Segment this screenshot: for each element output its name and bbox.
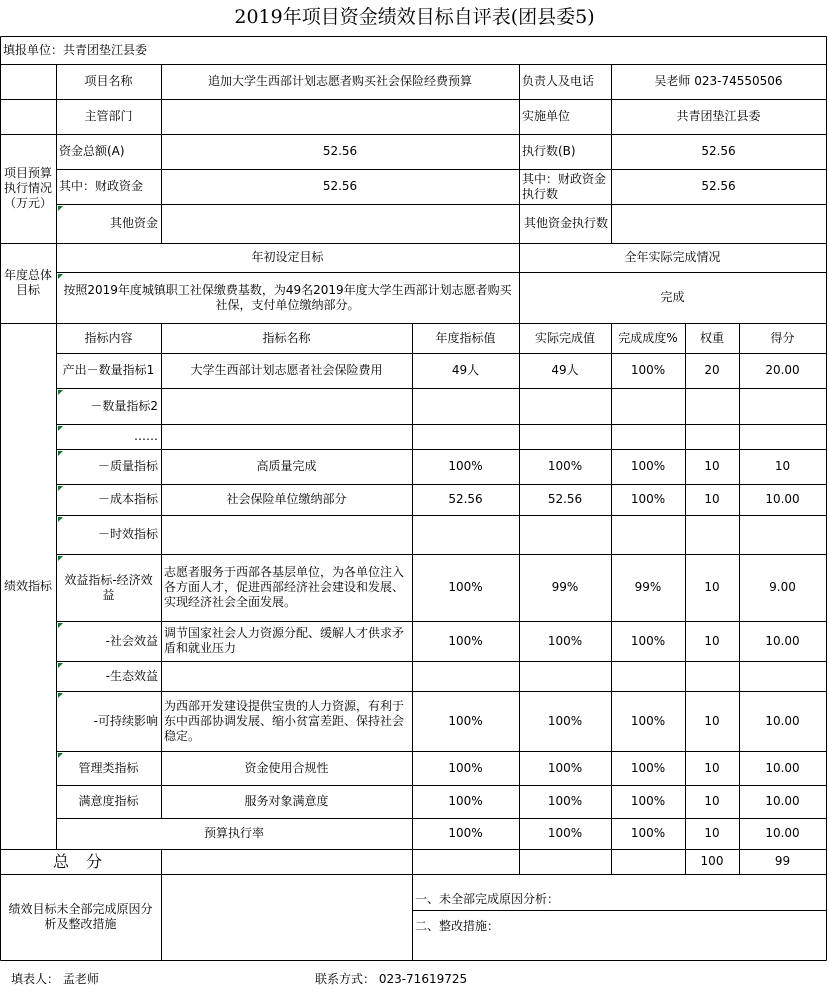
actual-text: 完成 [660,290,685,304]
table-row-5-content: －时效指标 [97,527,158,541]
comment-marker-icon [58,663,63,668]
table-row-0-content: 产出－数量指标1 [62,363,155,377]
table-row-11-name: 服务对象满意度 [244,794,329,808]
comment-marker-icon [58,426,63,431]
table-row-6-weight: 10 [704,580,720,594]
header-score: 得分 [770,330,795,345]
table-row-6-content: 效益指标-经济效益 [64,572,153,602]
footer-contact: 联系方式： 023-71619725 [315,971,468,986]
table-row-1-weight [685,388,739,424]
table-row-8-name [161,661,412,691]
table-row-9-actual: 100% [547,713,583,728]
table-row-0-target: 49人 [451,363,480,377]
other-exec-label: 其他资金执行数 [523,216,608,230]
table-row-5-actual [519,515,611,554]
table-row-8-rate [611,661,685,691]
table-row-2-content: …… [134,429,158,443]
fill-unit: 填报单位：共青团垫江县委 [3,42,148,57]
budget-rate-rate: 100% [630,826,666,840]
comment-marker-icon [58,623,63,628]
table-row-0-actual: 49人 [551,363,579,377]
comment-marker-icon [58,556,63,561]
table-row-7-rate: 100% [630,633,666,648]
dept-label: 主管部门 [84,109,133,123]
contact-value: 吴老师 023-74550506 [654,74,783,88]
perf-section-label: 绩效指标 [3,578,52,593]
total-value: 52.56 [322,144,358,158]
page-title: 2019年项目资金绩效目标自评表(团县委5) [234,6,595,28]
table-row-2-name [161,424,412,449]
budget-rate-target: 100% [448,826,483,840]
table-row-7-name: 调节国家社会人力资源分配、缓解人才供求矛盾和就业压力 [164,626,405,655]
table-row-11-content: 满意度指标 [78,794,139,808]
total-weight: 100 [700,854,724,868]
table-row-4-score: 10.00 [765,492,800,506]
header-rate: 完成成度% [618,330,678,345]
table-row-10-rate: 100% [630,760,666,775]
table-row-5-target [412,515,519,554]
table-row-3-content: －质量指标 [97,459,158,473]
footer-filler: 填表人： 孟老师 [11,971,99,986]
table-row-11-weight: 10 [704,794,720,808]
table-row-1-rate [611,388,685,424]
exec-label: 执行数(B) [522,144,576,158]
table-row-11-rate: 100% [630,794,666,808]
table-row-7-actual: 100% [547,633,583,648]
reason-measures: 二、整改措施： [415,918,500,933]
header-weight: 权重 [699,330,724,345]
table-row-11-score: 10.00 [765,794,800,808]
annual-section-label: 年度总体目标 [3,268,52,297]
table-row-4-weight: 10 [704,492,720,506]
table-row-4-actual: 52.56 [547,492,583,506]
other-label: 其他资金 [109,216,158,230]
comment-marker-icon [58,517,63,522]
table-row-3-score: 10 [774,459,791,473]
table-row-9-rate: 100% [630,713,666,728]
contact-label: 负责人及电话 [522,74,595,88]
table-row-9-name: 为西部开发建设提供宝贵的人力资源，有利于东中西部协调发展、缩小贫富差距、保持社会稳定。 [164,698,405,743]
table-row-0-name: 大学生西部计划志愿者社会保险费用 [190,363,383,377]
total-score-label: 总 分 [52,852,109,871]
table-row-8-actual [519,661,611,691]
reason-analysis: 一、未全部完成原因分析： [415,891,560,906]
table-row-2-rate [611,424,685,449]
impl-value: 共青团垫江县委 [676,109,761,123]
table-row-5-name [161,515,412,554]
table-row-8-score [739,661,826,691]
header-name: 指标名称 [262,330,311,345]
header-actual: 实际完成值 [534,330,595,345]
table-row-2-score [739,424,826,449]
table-row-0-score: 20.00 [765,363,800,377]
comment-marker-icon [58,274,63,279]
comment-marker-icon [58,206,63,211]
table-row-4-content: －成本指标 [97,492,158,506]
table-row-7-weight: 10 [704,633,720,648]
table-row-9-target: 100% [448,713,483,728]
table-row-6-rate: 99% [634,580,662,594]
table-row-3-rate: 100% [630,459,666,473]
fiscal-exec-label: 其中：财政资金执行数 [522,171,607,201]
table-row-3-name: 高质量完成 [256,459,317,473]
table-row-7-target: 100% [448,633,483,648]
table-row-7-content: -社会效益 [105,633,158,648]
budget-rate-score: 10.00 [765,826,800,840]
project-name-label: 项目名称 [84,74,133,88]
table-row-8-weight [685,661,739,691]
table-row-1-actual [519,388,611,424]
comment-marker-icon [58,486,63,491]
other-value [161,204,519,243]
table-row-3-target: 100% [448,459,483,473]
comment-marker-icon [58,753,63,758]
table-row-6-name: 志愿者服务于西部各基层单位，为各单位注入各方面人才，促进西部经济社会建设和发展、实现经济社会全面发展。 [164,565,405,609]
table-row-6-actual: 99% [551,580,579,594]
table-row-8-content: -生态效益 [105,668,158,683]
table-row-1-name [161,388,412,424]
total-label: 资金总额(A) [59,144,125,158]
table-row-3-actual: 100% [547,459,583,473]
budget-rate-weight: 10 [704,826,720,840]
table-row-10-score: 10.00 [765,760,800,775]
table-row-0-rate: 100% [630,363,666,377]
comment-marker-icon [58,693,63,698]
table-row-9-weight: 10 [704,713,720,728]
table-row-8-target [412,661,519,691]
goal-header: 年初设定目标 [251,250,324,264]
header-content: 指标内容 [84,330,133,345]
goal-text: 按照2019年度城镇职工社保缴费基数，为49名2019年度大学生西部计划志愿者购买社保，支付单位缴纳部分。 [63,282,512,312]
exec-value: 52.56 [701,144,736,158]
table-row-2-actual [519,424,611,449]
table-row-4-target: 52.56 [448,492,483,506]
table-row-2-weight [685,424,739,449]
table-row-11-actual: 100% [547,794,583,808]
budget-rate-label: 预算执行率 [203,826,264,840]
table-row-1-content: －数量指标2 [90,398,158,413]
impl-label: 实施单位 [522,109,571,123]
reason-label: 绩效目标未全部完成原因分析及整改措施 [8,902,153,931]
total-score: 99 [774,854,791,868]
table-row-10-name: 资金使用合规性 [244,760,329,775]
table-row-10-weight: 10 [704,760,720,775]
table-row-7-score: 10.00 [765,633,800,648]
fiscal-label: 其中：财政资金 [59,179,144,193]
header-target: 年度指标值 [435,330,496,345]
table-row-10-actual: 100% [547,760,583,775]
budget-section-label: 项目预算执行情况（万元） [3,166,52,210]
table-row-3-weight: 10 [704,459,720,473]
table-row-9-score: 10.00 [765,713,800,728]
dept-value [161,99,519,134]
fiscal-exec-value: 52.56 [701,179,736,193]
comment-marker-icon [58,451,63,456]
table-row-5-score [739,515,826,554]
comment-marker-icon [58,390,63,395]
other-exec-value [611,204,826,243]
table-row-1-score [739,388,826,424]
table-row-6-target: 100% [448,580,483,594]
table-row-2-target [412,424,519,449]
table-row-5-rate [611,515,685,554]
project-name-value: 追加大学生西部计划志愿者购买社会保险经费预算 [207,74,472,88]
table-row-5-weight [685,515,739,554]
fiscal-value: 52.56 [322,179,358,193]
table-row-4-name: 社会保险单位缴纳部分 [226,492,347,506]
table-row-6-score: 9.00 [769,580,796,594]
table-row-0-weight: 20 [704,363,720,377]
table-row-11-target: 100% [448,794,483,808]
actual-header: 全年实际完成情况 [624,250,721,264]
table-row-10-content: 管理类指标 [78,760,139,775]
budget-rate-actual: 100% [547,826,583,840]
table-row-9-content: -可持续影响 [93,713,158,728]
table-row-1-target [412,388,519,424]
table-row-10-target: 100% [448,760,483,775]
table-row-4-rate: 100% [630,492,666,506]
